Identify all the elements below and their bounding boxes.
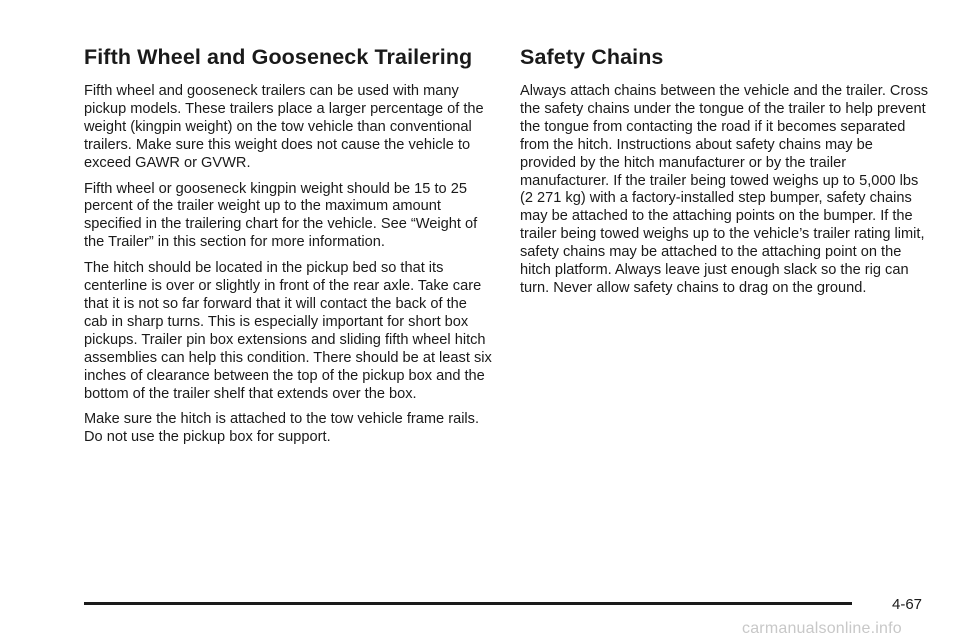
- paragraph: Fifth wheel and gooseneck trailers can be used with many pickup models. These trailers place a larger percentage of the weight (kingpin weight) on the tow vehicle than conventional trailers. Make sure this weight does not cause the vehicle to exceed GAWR or GVWR.: [84, 83, 484, 171]
- watermark: carmanualsonline.info: [742, 620, 902, 637]
- paragraph: Fifth wheel or gooseneck kingpin weight should be 15 to 25 percent of the trailer weight up to the maximum amount specified in the trailering chart for the vehicle. See “Weight of the Trailer” in this section for more information.: [84, 180, 478, 251]
- paragraph: The hitch should be located in the pickup bed so that its centerline is over or slightly in front of the rear axle. Take care that it is not so far forward that it will contact the back of the cab in sharp turns. This is especially important for short box pickups. Trailer pin box extensions and sliding fifth wheel hitch assemblies can help this condition. There should be at least six inches of clearance between the top of the pickup box and the bottom of the trailer shelf that extends over the box.: [84, 260, 492, 402]
- footer-rule: [84, 602, 852, 605]
- paragraph: Make sure the hitch is attached to the tow vehicle frame rails. Do not use the pickup box for support.: [84, 411, 480, 446]
- right-column: [520, 44, 930, 306]
- section-heading-safety-chains: Safety Chains: [520, 45, 664, 69]
- section-heading-fifth-wheel: Fifth Wheel and Gooseneck Trailering: [84, 45, 473, 69]
- left-column: [84, 44, 494, 455]
- page-number: 4-67: [892, 596, 923, 613]
- paragraph: Always attach chains between the vehicle and the trailer. Cross the safety chains under the tongue of the trailer to help prevent the tongue from contacting the road if it becomes separated from the hitch. Instructions about safety chains may be provided by the hitch manufacturer or by the trailer manufacturer. If the trailer being towed weighs up to 5,000 lbs (2 271 kg) with a factory-installed step bumper, safety chains may be attached to the attaching points on the bumper. If the trailer being towed weighs up to the vehicle’s trailer rating limit, safety chains may be attached to the attaching point on the hitch platform. Always leave just enough slack so the rig can turn. Never allow safety chains to drag on the ground.: [520, 83, 929, 296]
